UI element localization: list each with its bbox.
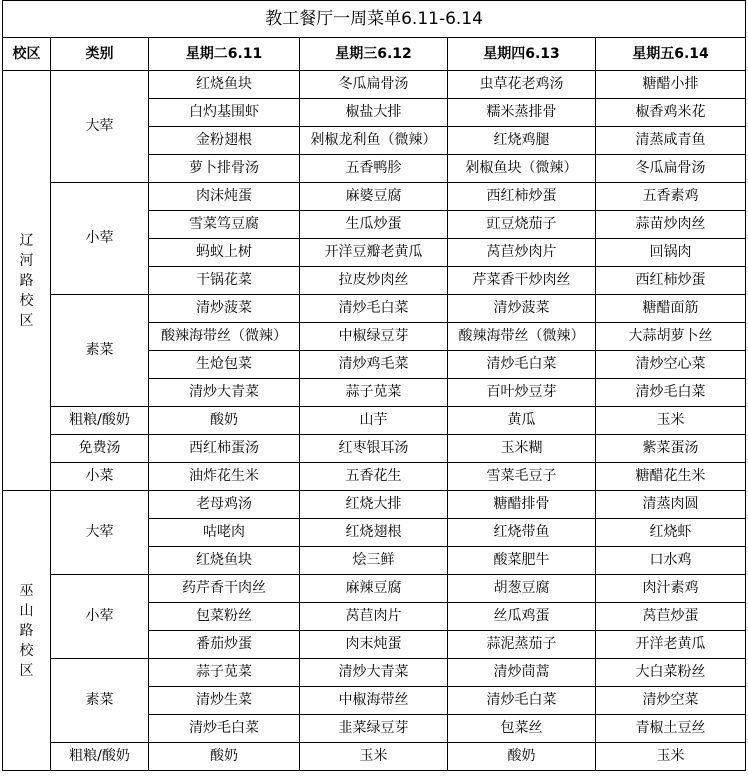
dish-tuesday: 金粉翅根 [149,127,300,155]
dish-wednesday: 中椒海带丝 [300,687,448,715]
dish-friday: 开洋老黄瓜 [596,631,746,659]
dish-wednesday: 蒜子苋菜 [300,379,448,407]
header-wednesday: 星期三6.12 [300,38,448,71]
category-name: 小菜 [51,463,149,491]
dish-friday: 西红柿炒蛋 [596,267,746,295]
dish-tuesday: 肉沫炖蛋 [149,183,300,211]
dish-wednesday: 山芋 [300,407,448,435]
dish-friday: 糖醋花生米 [596,463,746,491]
dish-thursday: 豇豆烧茄子 [448,211,596,239]
menu-row [3,743,746,771]
dish-thursday: 清炒菠菜 [448,295,596,323]
dish-thursday: 酸奶 [448,743,596,771]
dish-tuesday: 红烧鱼块 [149,71,300,99]
dish-wednesday: 玉米 [300,743,448,771]
menu-row [3,295,746,323]
dish-friday: 青椒土豆丝 [596,715,746,743]
dish-tuesday: 干锅花菜 [149,267,300,295]
dish-tuesday: 清炒生菜 [149,687,300,715]
dish-thursday: 剁椒鱼块（微辣） [448,155,596,183]
dish-friday: 玉米 [596,407,746,435]
dish-wednesday: 开洋豆瓣老黄瓜 [300,239,448,267]
dish-wednesday: 中椒绿豆芽 [300,323,448,351]
dish-thursday: 红烧带鱼 [448,519,596,547]
dish-tuesday: 咕咾肉 [149,519,300,547]
menu-title: 教工餐厅一周菜单6.11-6.14 [3,1,746,38]
dish-wednesday: 椒盐大排 [300,99,448,127]
header-thursday: 星期四6.13 [448,38,596,71]
dish-friday: 玉米 [596,743,746,771]
menu-row [3,659,746,687]
dish-thursday: 黄瓜 [448,407,596,435]
category-name: 素菜 [51,295,149,407]
dish-thursday: 清炒茼蒿 [448,659,596,687]
header-category: 类别 [51,38,149,71]
dish-wednesday: 清炒毛白菜 [300,295,448,323]
category-name: 素菜 [51,659,149,743]
category-name: 免费汤 [51,435,149,463]
dish-friday: 红烧虾 [596,519,746,547]
menu-row [3,183,746,211]
dish-friday: 清炒空菜 [596,687,746,715]
dish-wednesday: 五香花生 [300,463,448,491]
dish-tuesday: 油炸花生米 [149,463,300,491]
dish-friday: 糖醋小排 [596,71,746,99]
dish-tuesday: 清炒菠菜 [149,295,300,323]
campus-name: 辽河路校区 [3,71,51,491]
dish-tuesday: 药芹香干肉丝 [149,575,300,603]
dish-thursday: 蒜泥蒸茄子 [448,631,596,659]
dish-tuesday: 番茄炒蛋 [149,631,300,659]
dish-thursday: 酸辣海带丝（微辣） [448,323,596,351]
category-name: 粗粮/酸奶 [51,407,149,435]
dish-friday: 椒香鸡米花 [596,99,746,127]
dish-tuesday: 红烧鱼块 [149,547,300,575]
header-friday: 星期五6.14 [596,38,746,71]
dish-wednesday: 剁椒龙利鱼（微辣） [300,127,448,155]
category-name: 大荤 [51,71,149,183]
category-name: 大荤 [51,491,149,575]
title-row [3,1,746,38]
dish-wednesday: 清炒鸡毛菜 [300,351,448,379]
dish-wednesday: 冬瓜扁骨汤 [300,71,448,99]
dish-friday: 回锅肉 [596,239,746,267]
header-campus: 校区 [3,38,51,71]
dish-friday: 大蒜胡萝卜丝 [596,323,746,351]
dish-tuesday: 萝卜排骨汤 [149,155,300,183]
dish-wednesday: 红枣银耳汤 [300,435,448,463]
dish-friday: 五香素鸡 [596,183,746,211]
header-tuesday: 星期二6.11 [149,38,300,71]
dish-wednesday: 肉末炖蛋 [300,631,448,659]
dish-friday: 清蒸咸青鱼 [596,127,746,155]
dish-thursday: 玉米糊 [448,435,596,463]
dish-friday: 清蒸肉圆 [596,491,746,519]
menu-row [3,463,746,491]
dish-tuesday: 酸奶 [149,743,300,771]
dish-wednesday: 生瓜炒蛋 [300,211,448,239]
dish-thursday: 莴苣炒肉片 [448,239,596,267]
dish-thursday: 糯米蒸排骨 [448,99,596,127]
menu-row [3,71,746,99]
dish-wednesday: 麻辣豆腐 [300,575,448,603]
campus-name: 巫山路校区 [3,491,51,771]
menu-row [3,407,746,435]
dish-thursday: 百叶炒豆芽 [448,379,596,407]
dish-thursday: 虫草花老鸡汤 [448,71,596,99]
dish-friday: 冬瓜扁骨汤 [596,155,746,183]
dish-wednesday: 莴苣肉片 [300,603,448,631]
dish-wednesday: 红烧翅根 [300,519,448,547]
category-name: 小荤 [51,575,149,659]
dish-wednesday: 清炒大青菜 [300,659,448,687]
dish-tuesday: 西红柿蛋汤 [149,435,300,463]
dish-tuesday: 酸奶 [149,407,300,435]
dish-tuesday: 酸辣海带丝（微辣） [149,323,300,351]
dish-friday: 肉汁素鸡 [596,575,746,603]
dish-friday: 蒜苗炒肉丝 [596,211,746,239]
menu-row [3,491,746,519]
dish-friday: 紫菜蛋汤 [596,435,746,463]
header-row [3,38,746,71]
dish-thursday: 雪菜毛豆子 [448,463,596,491]
dish-tuesday: 蒜子苋菜 [149,659,300,687]
dish-thursday: 西红柿炒蛋 [448,183,596,211]
dish-thursday: 糖醋排骨 [448,491,596,519]
dish-tuesday: 老母鸡汤 [149,491,300,519]
menu-row [3,435,746,463]
dish-friday: 糖醋面筋 [596,295,746,323]
dish-thursday: 包菜丝 [448,715,596,743]
dish-tuesday: 雪菜笃豆腐 [149,211,300,239]
dish-wednesday: 五香鸭胗 [300,155,448,183]
dish-thursday: 红烧鸡腿 [448,127,596,155]
dish-thursday: 清炒毛白菜 [448,351,596,379]
dish-thursday: 清炒毛白菜 [448,687,596,715]
category-name: 粗粮/酸奶 [51,743,149,771]
dish-tuesday: 包菜粉丝 [149,603,300,631]
dish-thursday: 芹菜香干炒肉丝 [448,267,596,295]
menu-body [3,71,746,771]
dish-friday: 清炒空心菜 [596,351,746,379]
dish-wednesday: 拉皮炒肉丝 [300,267,448,295]
dish-wednesday: 烩三鲜 [300,547,448,575]
dish-friday: 大白菜粉丝 [596,659,746,687]
dish-tuesday: 生炝包菜 [149,351,300,379]
category-name: 小荤 [51,183,149,295]
dish-friday: 莴苣炒蛋 [596,603,746,631]
dish-thursday: 丝瓜鸡蛋 [448,603,596,631]
dish-tuesday: 清炒大青菜 [149,379,300,407]
dish-tuesday: 白灼基围虾 [149,99,300,127]
menu-table [2,0,746,771]
menu-row [3,575,746,603]
dish-wednesday: 麻婆豆腐 [300,183,448,211]
dish-tuesday: 清炒毛白菜 [149,715,300,743]
dish-tuesday: 蚂蚁上树 [149,239,300,267]
dish-friday: 清炒毛白菜 [596,379,746,407]
dish-thursday: 胡葱豆腐 [448,575,596,603]
dish-wednesday: 红烧大排 [300,491,448,519]
dish-thursday: 酸菜肥牛 [448,547,596,575]
dish-wednesday: 韭菜绿豆芽 [300,715,448,743]
dish-friday: 口水鸡 [596,547,746,575]
